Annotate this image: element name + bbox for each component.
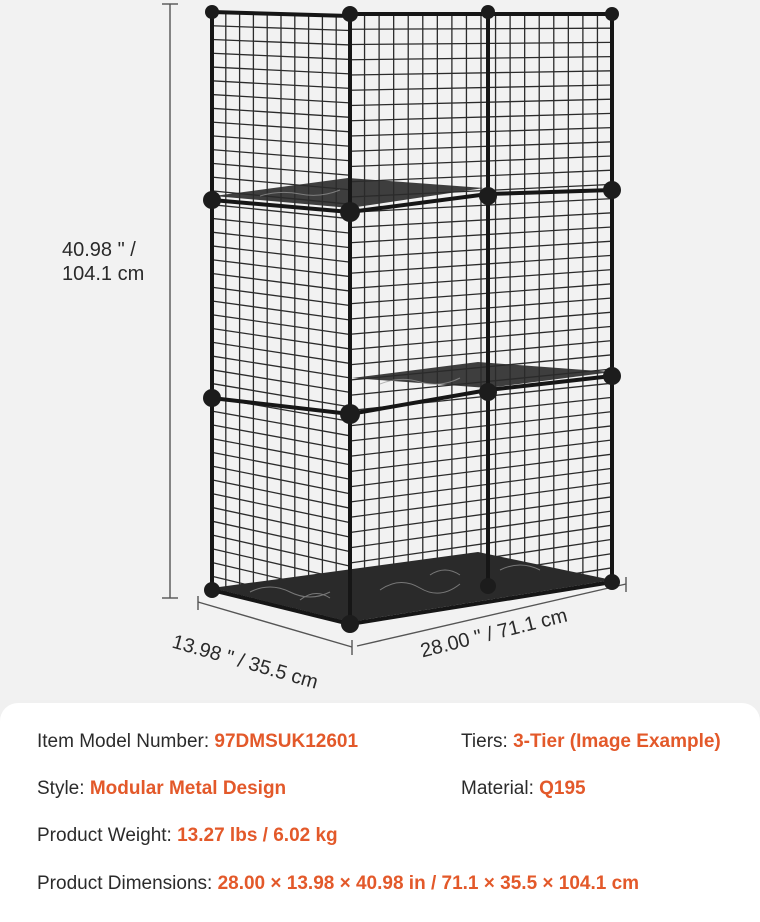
spec-value: Q195: [539, 778, 586, 799]
spec-style: [37, 777, 286, 801]
specs-panel: [0, 703, 760, 922]
depth-dimension-label: 13.98 " / 35.5 cm: [169, 630, 321, 694]
spec-material: [461, 777, 586, 801]
spec-label: Product Dimensions:: [37, 873, 218, 894]
spec-label: Item Model Number:: [37, 731, 215, 752]
spec-label: Style:: [37, 778, 90, 799]
width-dimension-label: 28.00 " / 71.1 cm: [418, 604, 570, 663]
spec-value: Modular Metal Design: [89, 778, 287, 799]
spec-value: 3-Tier (Image Example): [513, 731, 721, 752]
height-dimension-cm: 104.1 cm: [62, 263, 145, 285]
spec-label: Tiers:: [461, 731, 514, 752]
spec-label: Product Weight:: [37, 825, 178, 846]
spec-weight: [37, 824, 338, 848]
spec-label: Material:: [461, 778, 540, 799]
wire-grid: [212, 12, 612, 624]
spec-value: 28.00 × 13.98 × 40.98 in / 71.1 × 35.5 × 104.1 cm: [217, 873, 640, 894]
spec-model-number: [37, 730, 358, 754]
height-dimension-label: [62, 238, 172, 286]
height-dimension-inches: 40.98 " /: [62, 239, 136, 261]
spec-value: 97DMSUK12601: [214, 731, 359, 752]
spec-value: 13.27 lbs / 6.02 kg: [177, 825, 338, 846]
spec-tiers: [461, 730, 721, 754]
spec-dimensions: [37, 872, 639, 896]
